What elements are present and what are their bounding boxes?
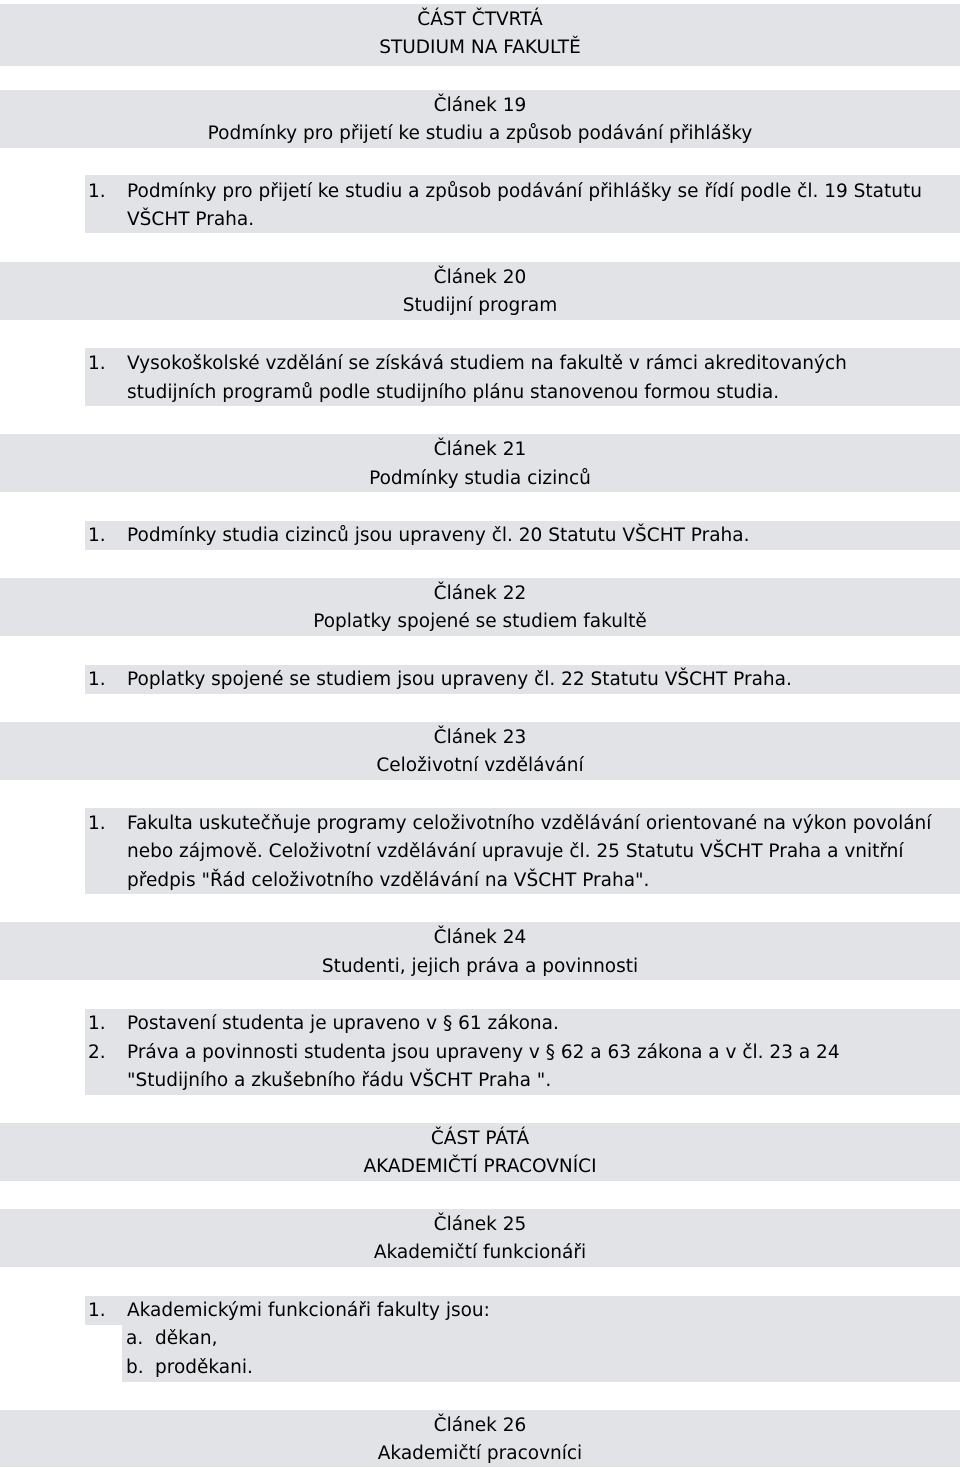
article-heading: Poplatky spojené se studiem fakultě xyxy=(313,611,647,632)
item-text: VŠCHT Praha. xyxy=(127,209,255,230)
item-number: 2. xyxy=(88,1042,106,1063)
item-text: Fakulta uskutečňuje programy celoživotního vzdělávání orientované na výkon povolání xyxy=(127,813,932,834)
article-number: Článek 24 xyxy=(433,927,527,948)
item-number: 1. xyxy=(88,353,106,374)
item-text: "Studijního a zkušebního řádu VŠCHT Praha ". xyxy=(127,1070,552,1091)
item-number: 1. xyxy=(88,1300,106,1321)
item-text: Práva a povinnosti studenta jsou upraveny v § 62 a 63 zákona a v čl. 23 a 24 xyxy=(127,1042,840,1063)
item-text: nebo zájmově. Celoživotní vzdělávání upravuje čl. 25 Statutu VŠCHT Praha a vnitřní xyxy=(127,841,904,862)
subitem-text: proděkani. xyxy=(155,1357,253,1378)
item-number: 1. xyxy=(88,813,106,834)
article-number: Článek 21 xyxy=(433,439,527,460)
item-text: Poplatky spojené se studiem jsou upraveny čl. 22 Statutu VŠCHT Praha. xyxy=(127,669,792,690)
item-text: Postavení studenta je upraveno v § 61 zákona. xyxy=(127,1013,559,1034)
item-text: předpis "Řád celoživotního vzdělávání na VŠCHT Praha". xyxy=(127,870,650,891)
article-number: Článek 26 xyxy=(433,1415,527,1436)
article-heading: Podmínky studia cizinců xyxy=(369,468,591,489)
part-title: ČÁST PÁTÁ xyxy=(430,1128,530,1149)
article-heading: Studenti, jejich práva a povinnosti xyxy=(321,956,639,977)
article-heading: Akademičtí pracovníci xyxy=(377,1443,583,1464)
article-heading: Celoživotní vzdělávání xyxy=(376,755,584,776)
article-number: Článek 22 xyxy=(433,583,527,604)
item-text: Podmínky pro přijetí ke studiu a způsob podávání přihlášky se řídí podle čl. 19 Statutu xyxy=(127,181,922,202)
item-number: 1. xyxy=(88,1013,106,1034)
item-text: Podmínky studia cizinců jsou upraveny čl. 20 Statutu VŠCHT Praha. xyxy=(127,525,750,546)
article-number: Článek 23 xyxy=(433,727,527,748)
part-subtitle: STUDIUM NA FAKULTĚ xyxy=(379,37,581,58)
article-number: Článek 25 xyxy=(433,1214,527,1235)
article-heading: Akademičtí funkcionáři xyxy=(373,1242,587,1263)
item-number: 1. xyxy=(88,669,106,690)
subitem-letter: a. xyxy=(126,1328,144,1349)
article-heading: Studijní program xyxy=(402,295,558,316)
article-number: Článek 19 xyxy=(433,95,527,116)
subitem-text: děkan, xyxy=(155,1328,218,1349)
item-number: 1. xyxy=(88,181,106,202)
item-number: 1. xyxy=(88,525,106,546)
subitem-letter: b. xyxy=(126,1357,144,1378)
item-text: studijních programů podle studijního plánu stanovenou formou studia. xyxy=(127,382,780,403)
part-title: ČÁST ČTVRTÁ xyxy=(417,9,543,30)
item-text: Vysokoškolské vzdělání se získává studiem na fakultě v rámci akreditovaných xyxy=(127,353,847,374)
part-subtitle: AKADEMIČTÍ PRACOVNÍCI xyxy=(363,1156,597,1177)
article-heading: Podmínky pro přijetí ke studiu a způsob podávání přihlášky xyxy=(207,123,753,144)
article-number: Článek 20 xyxy=(433,267,527,288)
item-text: Akademickými funkcionáři fakulty jsou: xyxy=(127,1300,490,1321)
